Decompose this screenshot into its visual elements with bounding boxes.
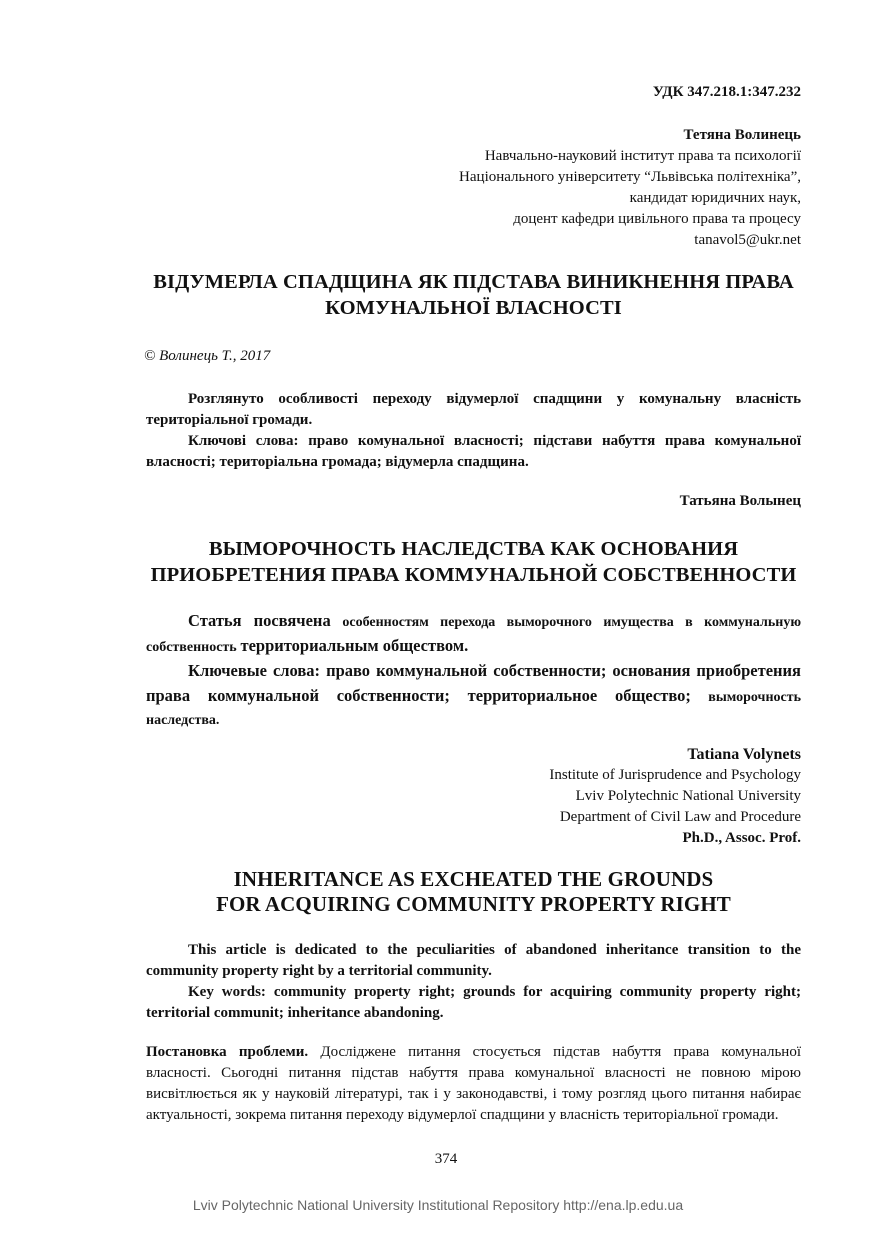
- abstract-ua: [146, 389, 801, 473]
- copyright: © Волинець Т., 2017: [144, 348, 271, 364]
- title-ua-line-2: КОМУНАЛЬНОЇ ВЛАСНОСТІ: [325, 297, 622, 319]
- author-department-line: Department of Civil Law and Procedure: [559, 809, 801, 825]
- title-en-line-1: INHERITANCE AS EXCHEATED THE GROUNDS: [233, 867, 714, 891]
- author-degree-line: кандидат юридичних наук,: [629, 190, 801, 206]
- keywords-ru-main: Ключевые слова: право коммунальной собственности; основания приобретения права коммунальной собственности; территориальное общество;: [146, 661, 801, 705]
- abstract-en-text: This article is dedicated to the peculiarities of abandoned inheritance transition to the community property right by a territorial community.: [146, 942, 801, 979]
- author-degree-en: Ph.D., Assoc. Prof.: [682, 830, 801, 846]
- abstract-ru-body: особенностям перехода выморочного имущества в коммунальную собственность: [146, 615, 802, 655]
- author-block-ua: [459, 125, 801, 251]
- body-paragraph: [146, 1042, 801, 1126]
- author-affiliation-line: Національного університету “Львівська політехніка”,: [459, 169, 801, 185]
- body-paragraph-text: Досліджене питання стосується підстав набуття права комунальної власності. Сьогодні питання підстав набуття права комунальної власності не повною мірою висвітлюється як у науковій літературі, так і у законодавстві, і тому розгляд цього питання набирає актуальності, зокрема питання переходу відумерлої спадщини у власність територіальної громади.: [146, 1044, 801, 1123]
- title-ua: [126, 269, 821, 321]
- author-affiliation-line: Institute of Jurisprudence and Psychology: [549, 767, 801, 783]
- title-ru-line-2: ПРИОБРЕТЕНИЯ ПРАВА КОММУНАЛЬНОЙ СОБСТВЕННОСТИ: [150, 564, 797, 586]
- abstract-ua-text: Розглянуто особливості переходу відумерлої спадщини у комунальну власність територіальної громади.: [146, 391, 801, 428]
- author-affiliation-line: Навчально-науковий інститут права та психології: [484, 148, 801, 164]
- paper-page: [146, 0, 801, 1240]
- abstract-ru: [146, 609, 801, 732]
- author-email: tanavol5@ukr.net: [694, 232, 801, 248]
- abstract-ru-lead: Статья посвячена: [188, 611, 331, 630]
- repository-footer: Lviv Polytechnic National University Institutional Repository http://ena.lp.edu.ua: [192, 1197, 684, 1213]
- body-lead: Постановка проблеми.: [146, 1044, 309, 1060]
- keywords-ru-tail: выморочность наследства.: [146, 690, 802, 728]
- abstract-en: [146, 940, 801, 1024]
- author-affiliation-line: Lviv Polytechnic National University: [575, 788, 801, 804]
- keywords-en: Key words: community property right; grounds for acquiring community property right; territorial communit; inheritance abandoning.: [146, 984, 801, 1021]
- abstract-ru-tail: территориальным обществом.: [240, 636, 469, 655]
- udc-code: УДК 347.218.1:347.232: [652, 84, 801, 100]
- page-number: 374: [434, 1151, 458, 1167]
- title-en-line-2: FOR ACQUIRING COMMUNITY PROPERTY RIGHT: [216, 892, 731, 916]
- abstract-ru-text: [146, 609, 801, 659]
- author-name-en: Tatiana Volynets: [687, 746, 801, 763]
- body-text: [146, 1042, 801, 1126]
- author-position-line: доцент кафедри цивільного права та процесу: [513, 211, 801, 227]
- title-ru: [126, 536, 821, 588]
- author-name-ru: Татьяна Волынец: [679, 493, 801, 509]
- keywords-ua: Ключові слова: право комунальної власності; підстави набуття права комунальної власності; територіальна громада; відумерла спадщина.: [146, 433, 801, 470]
- title-en: [126, 867, 821, 917]
- author-block-en: [549, 744, 801, 849]
- title-ua-line-1: ВІДУМЕРЛА СПАДЩИНА ЯК ПІДСТАВА ВИНИКНЕННЯ ПРАВА: [153, 271, 794, 293]
- author-name-ua: Тетяна Волинець: [683, 127, 801, 143]
- title-ru-line-1: ВЫМОРОЧНОСТЬ НАСЛЕДСТВА КАК ОСНОВАНИЯ: [208, 538, 739, 560]
- keywords-ru: [146, 659, 801, 732]
